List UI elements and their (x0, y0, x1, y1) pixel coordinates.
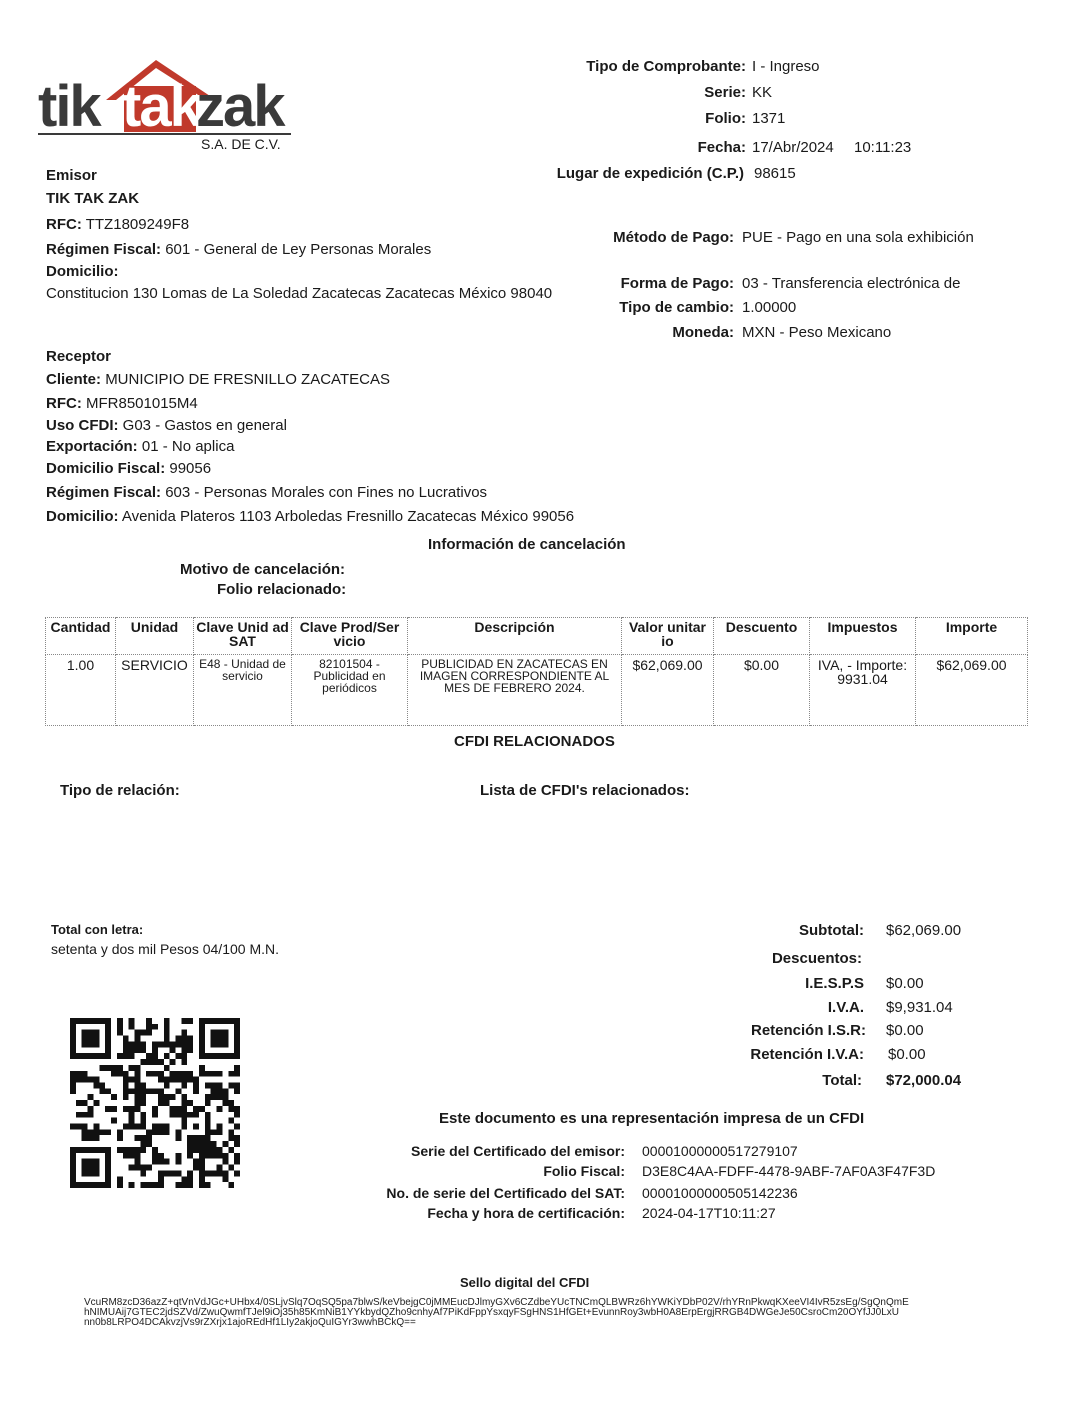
moneda-label: Moneda: (672, 324, 734, 341)
emisor-regimen-label: Régimen Fiscal: (46, 241, 162, 258)
forma-pago-label: Forma de Pago: (620, 275, 734, 292)
receptor-domicilio-label: Domicilio: (46, 508, 119, 525)
emisor-heading: Emisor (46, 167, 97, 184)
serie-certificado-emisor-label: Serie del Certificado del emisor: (411, 1143, 625, 1159)
cell-descuento: $0.00 (714, 655, 810, 726)
total-label: Total: (822, 1072, 862, 1089)
representacion-impresa-heading: Este documento es una representación impresa de un CFDI (439, 1110, 865, 1127)
emisor-rfc-label: RFC: (46, 216, 82, 233)
col-header-descripcion: Descripción (408, 618, 622, 655)
cell-unidad: SERVICIO (116, 655, 194, 726)
col-header-impuestos: Impuestos (810, 618, 916, 655)
serie-value: KK (752, 84, 773, 101)
folio-relacionado-label: Folio relacionado: (217, 581, 347, 598)
total-letra-label: Total con letra: (51, 922, 144, 937)
col-header-clave-prod: Clave Prod/Ser vicio (292, 618, 408, 655)
descuentos-label: Descuentos: (771, 950, 862, 967)
fecha-certificacion-label: Fecha y hora de certificación: (427, 1205, 625, 1221)
svg-text:zak: zak (196, 74, 284, 136)
fecha-label: Fecha: (697, 139, 746, 156)
lugar-expedicion-label: Lugar de expedición (C.P.) (556, 165, 744, 182)
receptor-cliente (46, 371, 390, 388)
receptor-domicilio-fiscal (46, 460, 211, 477)
cell-clave-unidad: E48 - Unidad de servicio (194, 655, 292, 726)
retencion-isr-label: Retención I.S.R: (750, 1022, 866, 1039)
receptor-rfc (46, 395, 198, 412)
total-letra-value: setenta y dos mil Pesos 04/100 M.N. (51, 941, 279, 957)
serie-label: Serie: (704, 84, 746, 101)
svg-text:tik: tik (38, 74, 100, 136)
logo-graphic (36, 56, 296, 136)
col-header-descuento: Descuento (714, 618, 810, 655)
iva-label: I.V.A. (827, 999, 864, 1016)
hora-value: 10:11:23 (854, 139, 912, 156)
retencion-iva-label: Retención I.V.A: (750, 1046, 864, 1063)
sello-line: VcuRM8zcD36azZ+qtVnVdJGc+UHbx4/0SLjvSlq7OqSQ5pa7blwS/keVbejgC0jMMEucDJlmyGXv6CZdbeYUcTNCmQLBWRz6hYWKiYDbP02V/rhYRnPkwqKXeeVI4IvR5zsEg/SgQnQmE (84, 1297, 909, 1308)
folio-fiscal-value: D3E8C4AA-FDFF-4478-9ABF-7AF0A3F47F3D (642, 1163, 936, 1179)
receptor-domicilio-fiscal-label: Domicilio Fiscal: (46, 460, 166, 477)
cfdi-relacionados-heading: CFDI RELACIONADOS (454, 733, 615, 750)
cell-clave-prod: 82101504 - Publicidad en periódicos (292, 655, 408, 726)
receptor-uso-value: G03 - Gastos en general (122, 417, 287, 434)
cell-impuestos: IVA, - Importe: 9931.04 (810, 655, 916, 726)
table-row (46, 655, 1028, 726)
emisor-domicilio-label: Domicilio: (46, 263, 119, 280)
receptor-domicilio-value: Avenida Plateros 1103 Arboledas Fresnillo Zacatecas México 99056 (121, 508, 575, 525)
iesps-label: I.E.S.P.S (805, 975, 864, 992)
lugar-expedicion-value: 98615 (754, 165, 796, 182)
company-logo (36, 56, 296, 156)
receptor-exportacion (46, 438, 234, 455)
subtotal-value: $62,069.00 (886, 922, 962, 939)
col-header-unidad: Unidad (116, 618, 194, 655)
receptor-regimen (46, 484, 487, 501)
tipo-comprobante-label: Tipo de Comprobante: (586, 58, 746, 75)
emisor-nombre: TIK TAK ZAK (46, 190, 140, 207)
sello-digital-value (84, 1298, 984, 1328)
fecha-value: 17/Abr/2024 (752, 139, 834, 156)
receptor-cliente-value: MUNICIPIO DE FRESNILLO ZACATECAS (105, 371, 390, 388)
folio-label: Folio: (705, 110, 746, 127)
receptor-uso (46, 417, 287, 434)
forma-pago-value: 03 - Transferencia electrónica de (742, 275, 961, 292)
sello-line: nn0b8LRPO4DCAkvzjVs9rZXrjx1ajoREdHf1LIy2akjoQuIGYr3wwhBCkQ== (84, 1317, 416, 1328)
cancelacion-heading: Información de cancelación (428, 536, 626, 553)
fecha-certificacion-value: 2024-04-17T10:11:27 (642, 1205, 776, 1221)
receptor-regimen-label: Régimen Fiscal: (46, 484, 162, 501)
receptor-domicilio (46, 508, 574, 525)
receptor-heading: Receptor (46, 348, 112, 365)
items-table (45, 617, 1028, 726)
cell-valor-unitario: $62,069.00 (622, 655, 714, 726)
receptor-rfc-label: RFC: (46, 395, 82, 412)
receptor-exportacion-label: Exportación: (46, 438, 138, 455)
iva-value: $9,931.04 (886, 999, 953, 1016)
moneda-value: MXN - Peso Mexicano (742, 324, 892, 341)
receptor-regimen-value: 603 - Personas Morales con Fines no Lucrativos (165, 484, 488, 501)
col-header-clave-unidad: Clave Unid ad SAT (194, 618, 292, 655)
tipo-cambio-label: Tipo de cambio: (619, 299, 734, 316)
cell-importe: $62,069.00 (916, 655, 1028, 726)
sello-line: hNIMUAij7GTEC2jdSZVd/ZwuQwmfTJel9iOj35h85KmNiB1YYkbydQZho9cnhyAf7PiKdFppYsxqyFSgHNS1HfGEt+EvunnRoy3wbH0A8ErpErgjRRGB4DWGeJe50CsroCm20OYfJJ0LxU (84, 1307, 900, 1318)
receptor-domicilio-fiscal-value: 99056 (169, 460, 212, 477)
cell-cantidad: 1.00 (46, 655, 116, 726)
col-header-importe: Importe (916, 618, 1028, 655)
col-header-cantidad: Cantidad (46, 618, 116, 655)
col-header-valor-unitario: Valor unitar io (622, 618, 714, 655)
cell-descripcion: PUBLICIDAD EN ZACATECAS EN IMAGEN CORRESPONDIENTE AL MES DE FEBRERO 2024. (408, 655, 622, 726)
serie-certificado-sat-value: 00001000000505142236 (642, 1185, 798, 1201)
metodo-pago-value: PUE - Pago en una sola exhibición (742, 229, 974, 246)
total-value: $72,000.04 (886, 1072, 962, 1089)
emisor-rfc (46, 216, 189, 233)
folio-value: 1371 (752, 110, 786, 127)
svg-text:tak: tak (122, 74, 200, 136)
receptor-rfc-value: MFR8501015M4 (86, 395, 198, 412)
receptor-cliente-label: Cliente: (46, 371, 102, 388)
receptor-uso-label: Uso CFDI: (46, 417, 119, 434)
receptor-exportacion-value: 01 - No aplica (141, 438, 235, 455)
emisor-regimen (46, 241, 431, 258)
folio-fiscal-label: Folio Fiscal: (543, 1163, 625, 1179)
sello-digital-heading: Sello digital del CFDI (460, 1275, 590, 1290)
emisor-regimen-value: 601 - General de Ley Personas Morales (165, 241, 432, 258)
retencion-iva-value: $0.00 (888, 1046, 926, 1063)
tipo-cambio-value: 1.00000 (742, 299, 797, 316)
tipo-comprobante-value: I - Ingreso (752, 58, 820, 75)
emisor-rfc-value: TTZ1809249F8 (85, 216, 190, 233)
logo-subtitle: S.A. DE C.V. (201, 136, 281, 152)
tipo-relacion-label: Tipo de relación: (60, 782, 180, 799)
motivo-cancelacion-label: Motivo de cancelación: (180, 561, 346, 578)
iesps-value: $0.00 (886, 975, 924, 992)
retencion-isr-value: $0.00 (886, 1022, 924, 1039)
table-header-row (46, 618, 1028, 655)
subtotal-label: Subtotal: (799, 922, 864, 939)
emisor-domicilio-value: Constitucion 130 Lomas de La Soledad Zacatecas Zacatecas México 98040 (46, 285, 553, 302)
lista-cfdi-label: Lista de CFDI's relacionados: (480, 782, 690, 799)
metodo-pago-label: Método de Pago: (613, 229, 734, 246)
serie-certificado-emisor-value: 00001000000517279107 (642, 1143, 798, 1159)
serie-certificado-sat-label: No. de serie del Certificado del SAT: (386, 1185, 625, 1201)
